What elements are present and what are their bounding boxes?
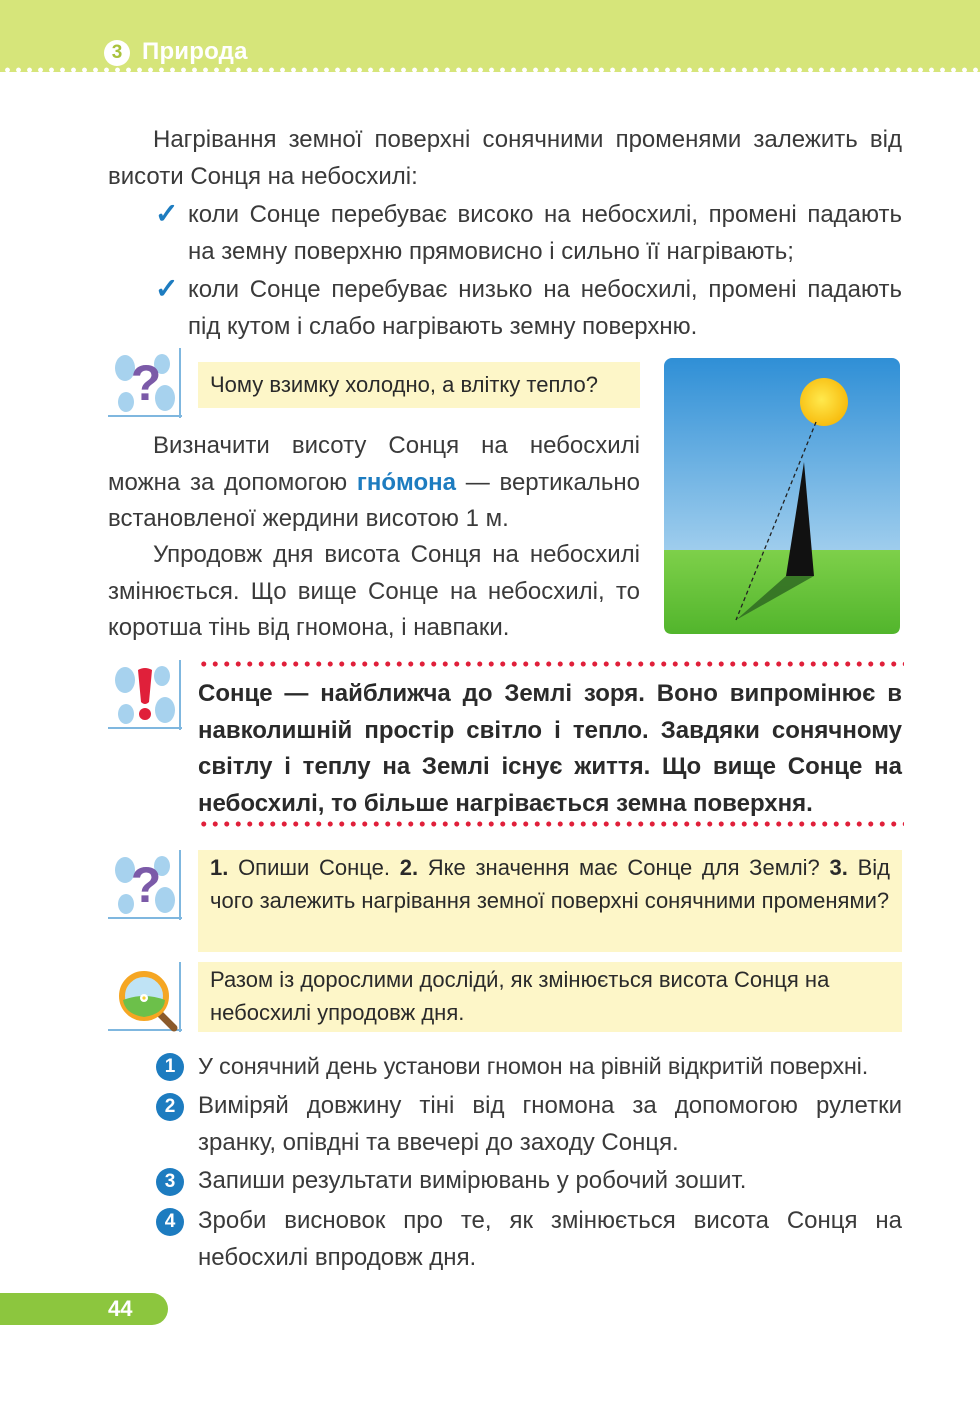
page-number: 44 xyxy=(108,1296,133,1321)
question-item: Від чого залежить нагрівання земної поверхні сонячними променями? xyxy=(210,855,890,913)
question-number: 2. xyxy=(399,855,419,880)
question-note xyxy=(198,362,640,408)
research-text: Разом із дорослими досліди́, як змінюється висота Сонця на небосхилі упродовж дня. xyxy=(210,967,830,1025)
svg-text:?: ? xyxy=(130,857,162,913)
important-bottom-dots xyxy=(198,820,904,828)
gnomon-term: гно́мона xyxy=(356,468,456,496)
step-number-badge: 4 xyxy=(156,1208,184,1236)
step-number-badge: 1 xyxy=(156,1053,184,1081)
question-icon xyxy=(108,348,182,418)
gnomon-definition xyxy=(108,428,640,538)
gnomon-text-after: — вертикально встановленої жердини висотою 1 м. xyxy=(108,468,640,532)
question-icon xyxy=(108,850,182,920)
important-top-dots xyxy=(198,660,904,668)
chapter-number-badge: 3 xyxy=(104,40,130,66)
step-text: Виміряй довжину тіні від гномона за допомогою рулетки зранку, опівдні та ввечері до заходу Сонця. xyxy=(198,1092,902,1156)
check-icon: ✓ xyxy=(155,198,179,229)
step-text: Зроби висновок про те, як змінюється висота Сонця на небосхилі впродовж дня. xyxy=(198,1207,902,1271)
svg-text:?: ? xyxy=(130,355,162,411)
exclamation-icon xyxy=(108,660,182,730)
step-text: У сонячний день установи гномон на рівній відкритій поверхні. xyxy=(198,1053,869,1079)
questions-text xyxy=(210,852,890,917)
bullet-low-sun: коли Сонце перебуває низько на небосхилі, промені падають під кутом і слабо нагрівають земну поверхню. xyxy=(188,276,902,340)
chapter-header xyxy=(0,0,980,72)
important-statement: Сонце — найближча до Землі зоря. Воно випромінює в навколишній простір світло і тепло. Завдяки сонячному світлу і теплу на Землі існує життя. Що вище Сонце на небосхилі, то більше нагрівається земна поверхня. xyxy=(198,680,902,817)
chapter-title: Природа xyxy=(142,38,248,65)
step-number-badge: 3 xyxy=(156,1168,184,1196)
page-number-tab xyxy=(0,1293,168,1325)
step-number-badge: 2 xyxy=(156,1093,184,1121)
questions-note xyxy=(198,850,902,952)
question-number: 3. xyxy=(829,855,848,880)
check-icon: ✓ xyxy=(155,273,179,304)
gnomon-illustration xyxy=(664,358,900,634)
header-dotted-divider xyxy=(0,66,980,74)
question-item: Яке значення має Сонце для Землі? xyxy=(427,855,820,880)
gnomon-shadow-paragraph: Упродовж дня висота Сонця на небосхилі змінюється. Що вище Сонце на небосхилі, то коротша тінь від гномона, і навпаки. xyxy=(108,541,640,641)
question-number: 1. xyxy=(210,855,229,880)
question-text: Чому взимку холодно, а влітку тепло? xyxy=(210,372,598,397)
intro-paragraph: Нагрівання земної поверхні сонячними променями залежить від висоти Сонця на небосхилі: xyxy=(108,126,902,190)
bullet-high-sun: коли Сонце перебуває високо на небосхилі, промені падають на земну поверхню прямовисно і сильно її нагрівають; xyxy=(188,201,902,265)
question-item: Опиши Сонце. xyxy=(238,855,390,880)
step-text: Запиши результати вимірювань у робочий зошит. xyxy=(198,1167,747,1194)
magnifier-icon xyxy=(108,962,182,1032)
research-note xyxy=(198,962,902,1032)
gnomon-text-before: Визначити висоту Сонця на небосхилі можна за допомогою xyxy=(108,432,640,496)
